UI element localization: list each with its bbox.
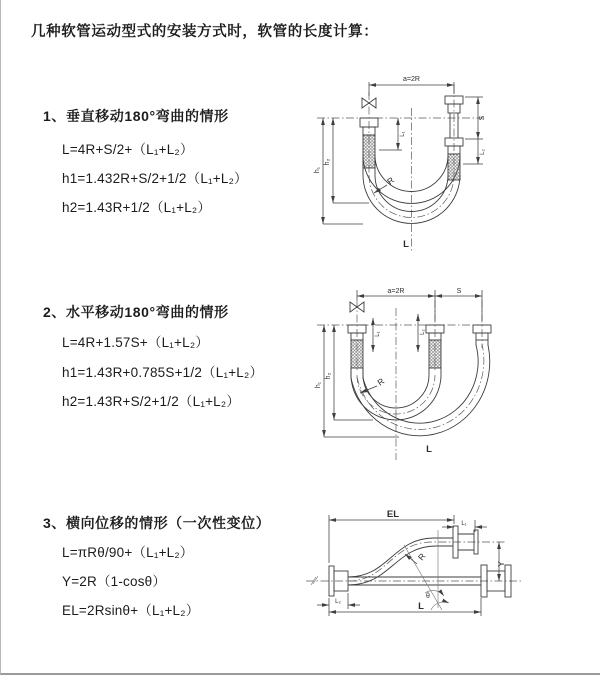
- diagram-lateral-displacement: [301, 502, 596, 652]
- radius-label: R: [385, 174, 397, 187]
- section1-formula-h2: h2=1.43R+1/2（L₁+L₂）: [62, 200, 212, 215]
- dimension-lines: [317, 515, 499, 616]
- dim-label-l1: L₁: [461, 521, 467, 527]
- dim-label-y: Y: [496, 561, 506, 567]
- length-label: L: [426, 444, 432, 455]
- section1-formula-L: L=4R+S/2+（L₁+L₂）: [62, 142, 194, 157]
- dim-label-h1: h₁: [314, 166, 321, 174]
- centerline-break-mark: [311, 576, 318, 585]
- dim-label-el: EL: [386, 509, 400, 520]
- s-curve-hose: [348, 538, 453, 585]
- section2-formula-h1: h1=1.43R+0.785S+1/2（L₁+L₂）: [62, 365, 264, 380]
- section3-heading: 3、横向位移的情形（一次性变位）: [43, 515, 271, 531]
- dim-label-a2r: a=2R: [403, 76, 420, 83]
- dim-label-s: S: [479, 115, 486, 121]
- section3-formula-L: L=πRθ/90+（L₁+L₂）: [62, 545, 194, 560]
- dim-label-h1: h₁: [315, 381, 322, 389]
- length-label: L: [418, 601, 424, 612]
- angle-label: θ: [426, 593, 430, 600]
- section3-formula-Y: Y=2R（1-cosθ）: [62, 574, 167, 589]
- section1-heading: 1、垂直移动180°弯曲的情形: [43, 108, 229, 124]
- dim-label-l1: L₁: [375, 331, 381, 337]
- dim-label-a2r: a=2R: [387, 288, 405, 295]
- dim-label-l2: L₂: [335, 599, 341, 605]
- section2-formula-h2: h2=1.43R+S/2+1/2（L₁+L₂）: [62, 394, 241, 409]
- hose-bend: [351, 344, 490, 436]
- dimension-lines: [324, 290, 482, 437]
- dim-label-l1: L₁: [400, 131, 406, 137]
- dim-label-s: S: [456, 288, 462, 295]
- right-flange-fitting: [445, 96, 463, 180]
- dim-label-l2: L₂: [480, 149, 486, 155]
- radius-label: R: [415, 551, 428, 563]
- diagram-vertical-180-bend: [306, 70, 586, 265]
- section3-formula-EL: EL=2Rsinθ+（L₁+L₂）: [62, 603, 200, 618]
- section2-formula-L: L=4R+1.57S+（L₁+L₂）: [62, 335, 209, 350]
- dim-label-l2: L₂: [420, 329, 426, 335]
- section1-formula-h1: h1=1.432R+S/2+1/2（L₁+L₂）: [62, 171, 248, 186]
- dim-label-h2: h₂: [324, 158, 331, 166]
- diagram-horizontal-180-bend: [309, 282, 589, 472]
- radius-label: R: [375, 375, 387, 388]
- page-title: 几种软管运动型式的安装方式时，软管的长度计算：: [31, 24, 379, 40]
- centerlines: [317, 300, 491, 460]
- dim-label-h2: h₂: [325, 372, 332, 380]
- section2-heading: 2、水平移动180°弯曲的情形: [43, 304, 229, 320]
- length-label: L: [403, 239, 409, 250]
